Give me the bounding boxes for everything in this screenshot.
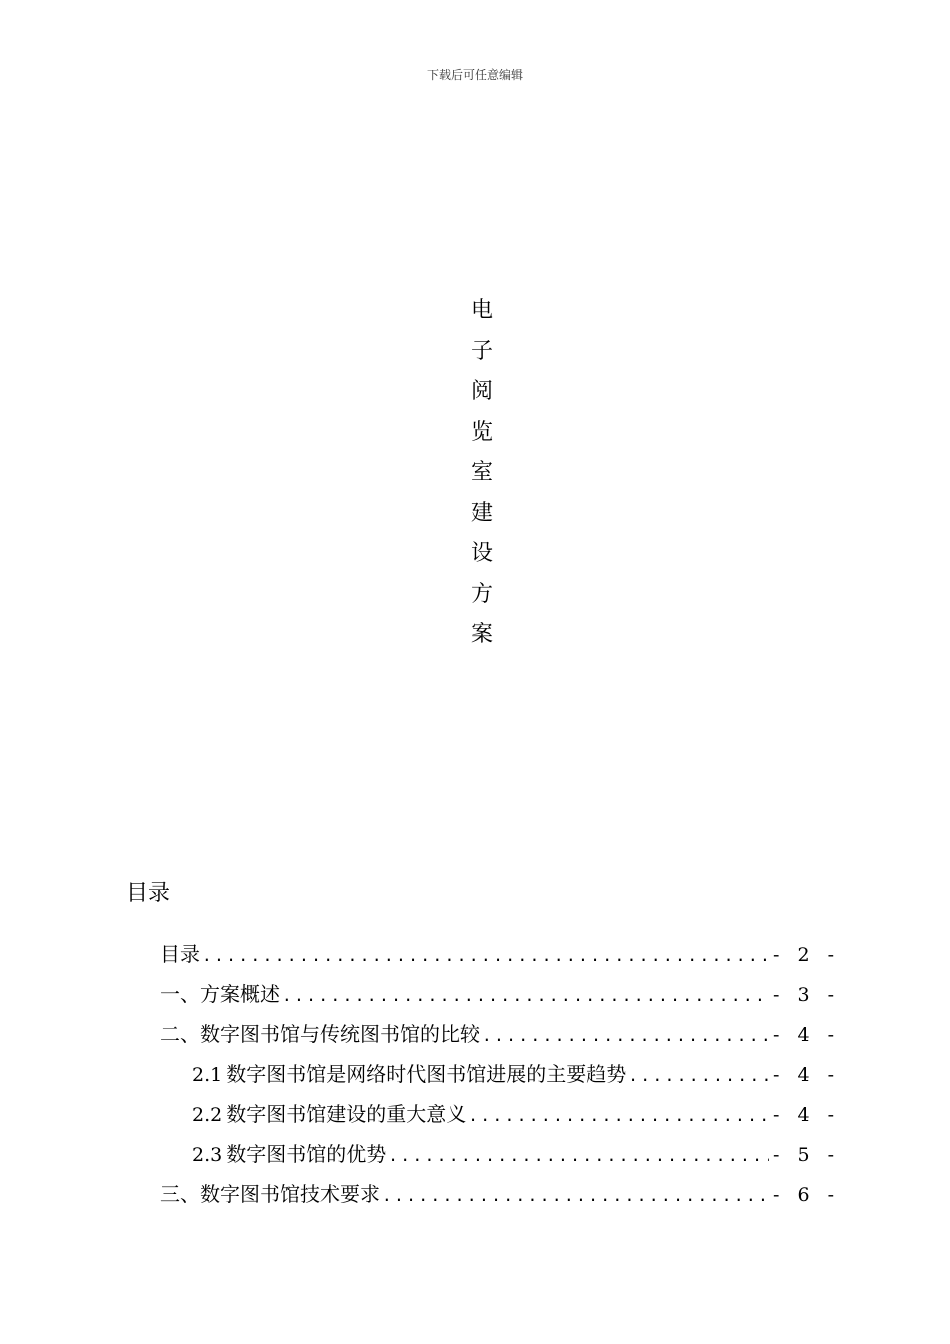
toc-entry[interactable]	[192, 1098, 840, 1138]
toc-page-number: - 6 -	[772, 1184, 840, 1206]
toc-entry-number: 一、	[160, 982, 200, 1006]
toc-page-number: - 3 -	[772, 984, 840, 1006]
toc-dot-leader	[628, 1066, 769, 1085]
toc-dot-leader	[388, 1146, 769, 1165]
toc-page-number: - 4 -	[772, 1064, 840, 1086]
document-title	[468, 296, 496, 661]
title-char: 室	[470, 460, 493, 485]
title-char: 设	[470, 541, 493, 566]
toc-dot-leader	[202, 946, 769, 965]
toc-entry[interactable]	[192, 1138, 840, 1178]
toc-entry-number: 2.1	[192, 1064, 223, 1086]
toc-heading: 目录	[126, 881, 171, 906]
toc-dot-leader	[282, 986, 769, 1005]
title-char: 阅	[470, 379, 493, 404]
toc-entry-text: 数字图书馆技术要求	[200, 1182, 380, 1206]
title-char: 电	[470, 298, 493, 323]
toc-entry-text: 数字图书馆的优势	[226, 1142, 387, 1166]
toc-entry-number: 2.2	[192, 1104, 223, 1126]
toc-entry-text: 数字图书馆与传统图书馆的比较	[200, 1022, 480, 1046]
toc-entry-number: 2.3	[192, 1144, 223, 1166]
toc-page-number: - 5 -	[772, 1144, 840, 1166]
page-header-note: 下载后可任意编辑	[426, 68, 523, 82]
toc-dot-leader	[468, 1106, 769, 1125]
toc-entry-text: 方案概述	[200, 982, 280, 1006]
toc-page-number: - 4 -	[772, 1024, 840, 1046]
toc-page-number: - 2 -	[772, 944, 840, 966]
title-char: 案	[470, 622, 493, 647]
title-char: 方	[470, 581, 493, 607]
toc-entry[interactable]	[192, 1058, 840, 1098]
toc-dot-leader	[482, 1026, 769, 1045]
toc-entry-number: 二、	[160, 1022, 200, 1046]
toc-entry-number: 三、	[160, 1182, 200, 1206]
toc-entry[interactable]	[160, 1178, 840, 1218]
toc-page-number: - 4 -	[772, 1104, 840, 1126]
title-char: 览	[470, 419, 493, 445]
toc-entry[interactable]	[160, 978, 840, 1018]
toc-entry[interactable]	[160, 1018, 840, 1058]
toc-entry[interactable]	[160, 938, 840, 978]
toc-entry-text: 数字图书馆建设的重大意义	[226, 1102, 467, 1126]
title-char: 建	[470, 500, 493, 526]
toc-entry-text: 目录	[160, 942, 200, 966]
toc-entry-text: 数字图书馆是网络时代图书馆进展的主要趋势	[226, 1062, 627, 1086]
title-char: 子	[470, 338, 493, 364]
toc-dot-leader	[382, 1186, 769, 1205]
